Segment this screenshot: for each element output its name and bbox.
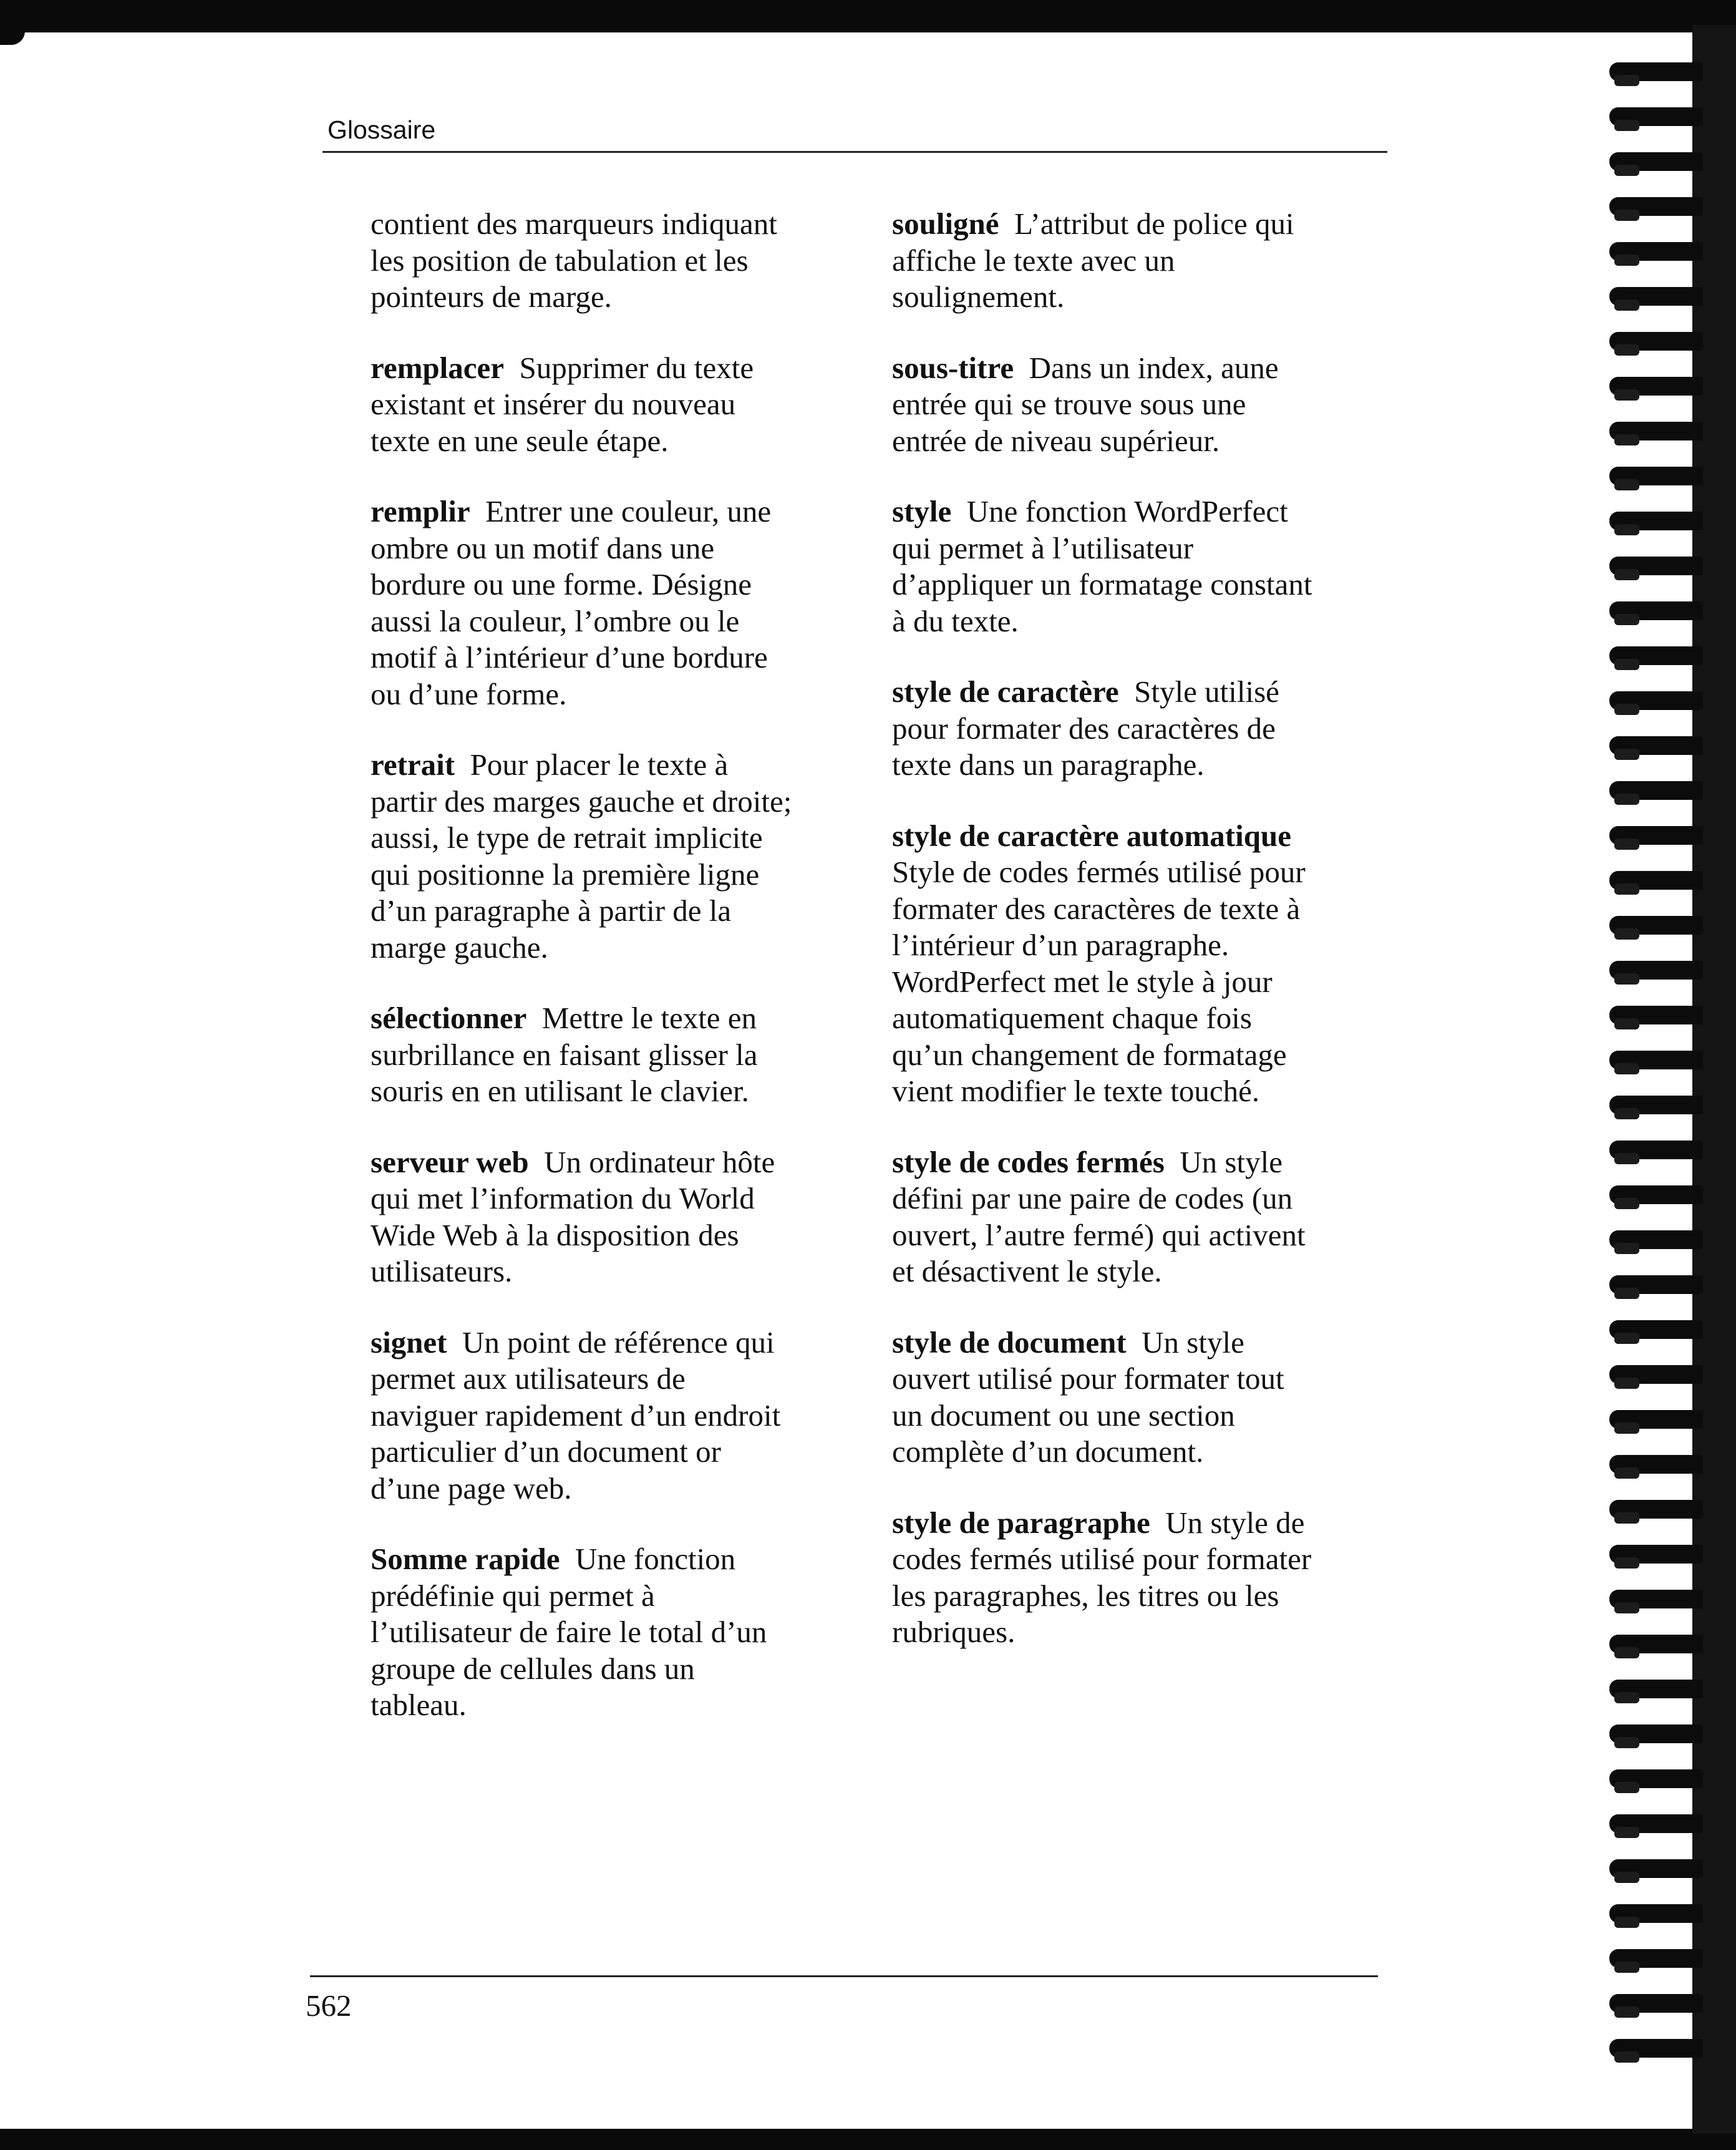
binding-loop [1609,1096,1703,1114]
binding-loop [1609,1320,1703,1339]
glossary-entry [371,1000,795,1110]
binding-loop [1609,242,1703,261]
binding-loop [1609,467,1703,485]
glossary-entry [892,494,1316,640]
binding-loop [1609,736,1703,755]
glossary-entry [892,206,1316,316]
binding-loop [1609,646,1703,665]
scan-border-bottom [0,2129,1736,2150]
binding-loop [1609,152,1703,171]
entry-definition: Un style de codes fermés utilisé pour formater les paragraphes, les titres ou les rubriques. [892,1505,1312,1649]
binding-loop [1609,1859,1703,1878]
entry-term: sous-titre [892,350,1014,385]
entry-term: remplacer [371,350,505,385]
binding-loop [1609,1185,1703,1204]
binding-loop [1609,107,1703,126]
entry-term: signet [371,1325,447,1360]
entry-term: retrait [371,747,455,782]
binding-loop [1609,332,1703,351]
binding-loop [1609,1904,1703,1923]
footer-rule [310,1975,1378,1977]
glossary-entry [892,1325,1316,1471]
binding-loop [1609,197,1703,216]
binding-loop [1609,871,1703,890]
scan-corner [0,29,25,45]
glossary-column-left [371,206,795,1758]
glossary-entry [371,206,795,316]
glossary-entry [371,1325,795,1507]
binding-loop [1609,1949,1703,1968]
binding-loop [1609,691,1703,710]
entry-definition: Supprimer du texte existant et insérer du nouveau texte en une seule étape. [371,350,754,458]
entry-definition: Style de codes fermés utilisé pour formater des caractères de texte à l’intérieur d’un paragraphe. WordPerfect met le style à jour automatiquement chaque fois qu’un changement de formatage vient modifier le texte touché. [892,855,1306,1108]
spiral-binding [1597,25,1736,2134]
entry-definition: Dans un index, aune entrée qui se trouve sous une entrée de niveau supérieur. [892,350,1279,458]
binding-loop [1609,1680,1703,1698]
glossary-entry [892,674,1316,784]
binding-loop [1609,826,1703,845]
entry-term: style de paragraphe [892,1505,1150,1540]
entry-term: style [892,494,952,528]
binding-loop [1609,2039,1703,2058]
binding-loop [1609,1410,1703,1429]
binding-loop [1609,781,1703,800]
binding-loop [1609,1769,1703,1788]
binding-loop [1609,557,1703,575]
entry-term: style de codes fermés [892,1144,1165,1179]
glossary-column-right [892,206,1316,1685]
glossary-entry [371,1144,795,1290]
entry-definition: L’attribut de police qui affiche le texte avec un soulignement. [892,207,1294,314]
binding-loop [1609,1545,1703,1564]
binding-loop [1609,601,1703,620]
binding-loop [1609,512,1703,530]
scan-border-top [0,0,1736,32]
binding-loop [1609,422,1703,440]
page-number: 562 [306,1988,352,2023]
entry-definition: Entrer une couleur, une ombre ou un motif dans une bordure ou une forme. Désigne aussi la couleur, l’ombre ou le motif à l’intérieur d’une bordure ou d’une forme. [371,494,772,711]
entry-term: style de document [892,1325,1127,1360]
entry-definition: Un style défini par une paire de codes (un ouvert, l’autre fermé) qui activent et désactivent le style. [892,1144,1306,1288]
binding-loop [1609,916,1703,935]
entry-term: serveur web [371,1144,529,1179]
glossary-entry [892,350,1316,460]
binding-loop [1609,1365,1703,1384]
glossary-entry [371,350,795,460]
entry-definition: Un point de référence qui permet aux utilisateurs de naviguer rapidement d’un endroit particulier d’un document or d’une page web. [371,1325,781,1505]
binding-loop [1609,1590,1703,1608]
entry-definition: Mettre le texte en surbrillance en faisant glisser la souris en en utilisant le clavier. [371,1001,758,1108]
entry-term: style de caractère automatique [892,818,1291,853]
glossary-entry [371,494,795,713]
binding-loop [1609,1051,1703,1069]
glossary-entry [892,818,1316,1110]
glossary-entry [371,1541,795,1724]
entry-definition: Un style ouvert utilisé pour formater tout un document ou une section complète d’un document. [892,1325,1284,1469]
binding-loop [1609,1500,1703,1519]
binding-loop [1609,287,1703,306]
entry-definition: Une fonction prédéfinie qui permet à l’utilisateur de faire le total d’un groupe de cellules dans un tableau. [371,1542,767,1722]
binding-loop [1609,1814,1703,1833]
header-rule [322,151,1387,153]
binding-loop [1609,1994,1703,2013]
binding-loop [1609,1635,1703,1653]
binding-loop [1609,1230,1703,1249]
entry-term: souligné [892,207,999,241]
entry-definition: contient des marqueurs indiquant les position de tabulation et les pointeurs de marge. [371,207,777,314]
glossary-entry [892,1144,1316,1290]
binding-loop [1609,961,1703,980]
binding-loop [1609,377,1703,396]
entry-definition: Style utilisé pour formater des caractères de texte dans un paragraphe. [892,674,1279,782]
entry-definition: Pour placer le texte à partir des marges gauche et droite; aussi, le type de retrait implicite qui positionne la première ligne d’un paragraphe à partir de la marge gauche. [371,747,792,965]
binding-loop [1609,1275,1703,1294]
binding-loop [1609,1006,1703,1024]
glossary-entry [371,747,795,966]
entry-definition: Une fonction WordPerfect qui permet à l’utilisateur d’appliquer un formatage constant à du texte. [892,494,1312,638]
entry-term: Somme rapide [371,1542,560,1576]
binding-loop [1609,62,1703,81]
binding-loop [1609,1455,1703,1474]
running-head: Glossaire [327,115,436,144]
binding-loop [1609,1141,1703,1159]
entry-term: remplir [371,494,470,528]
entry-term: style de caractère [892,674,1119,709]
binding-loop [1609,1724,1703,1743]
entry-term: sélectionner [371,1001,527,1035]
entry-definition: Un ordinateur hôte qui met l’information du World Wide Web à la disposition des utilisateurs. [371,1144,775,1288]
glossary-entry [892,1505,1316,1651]
